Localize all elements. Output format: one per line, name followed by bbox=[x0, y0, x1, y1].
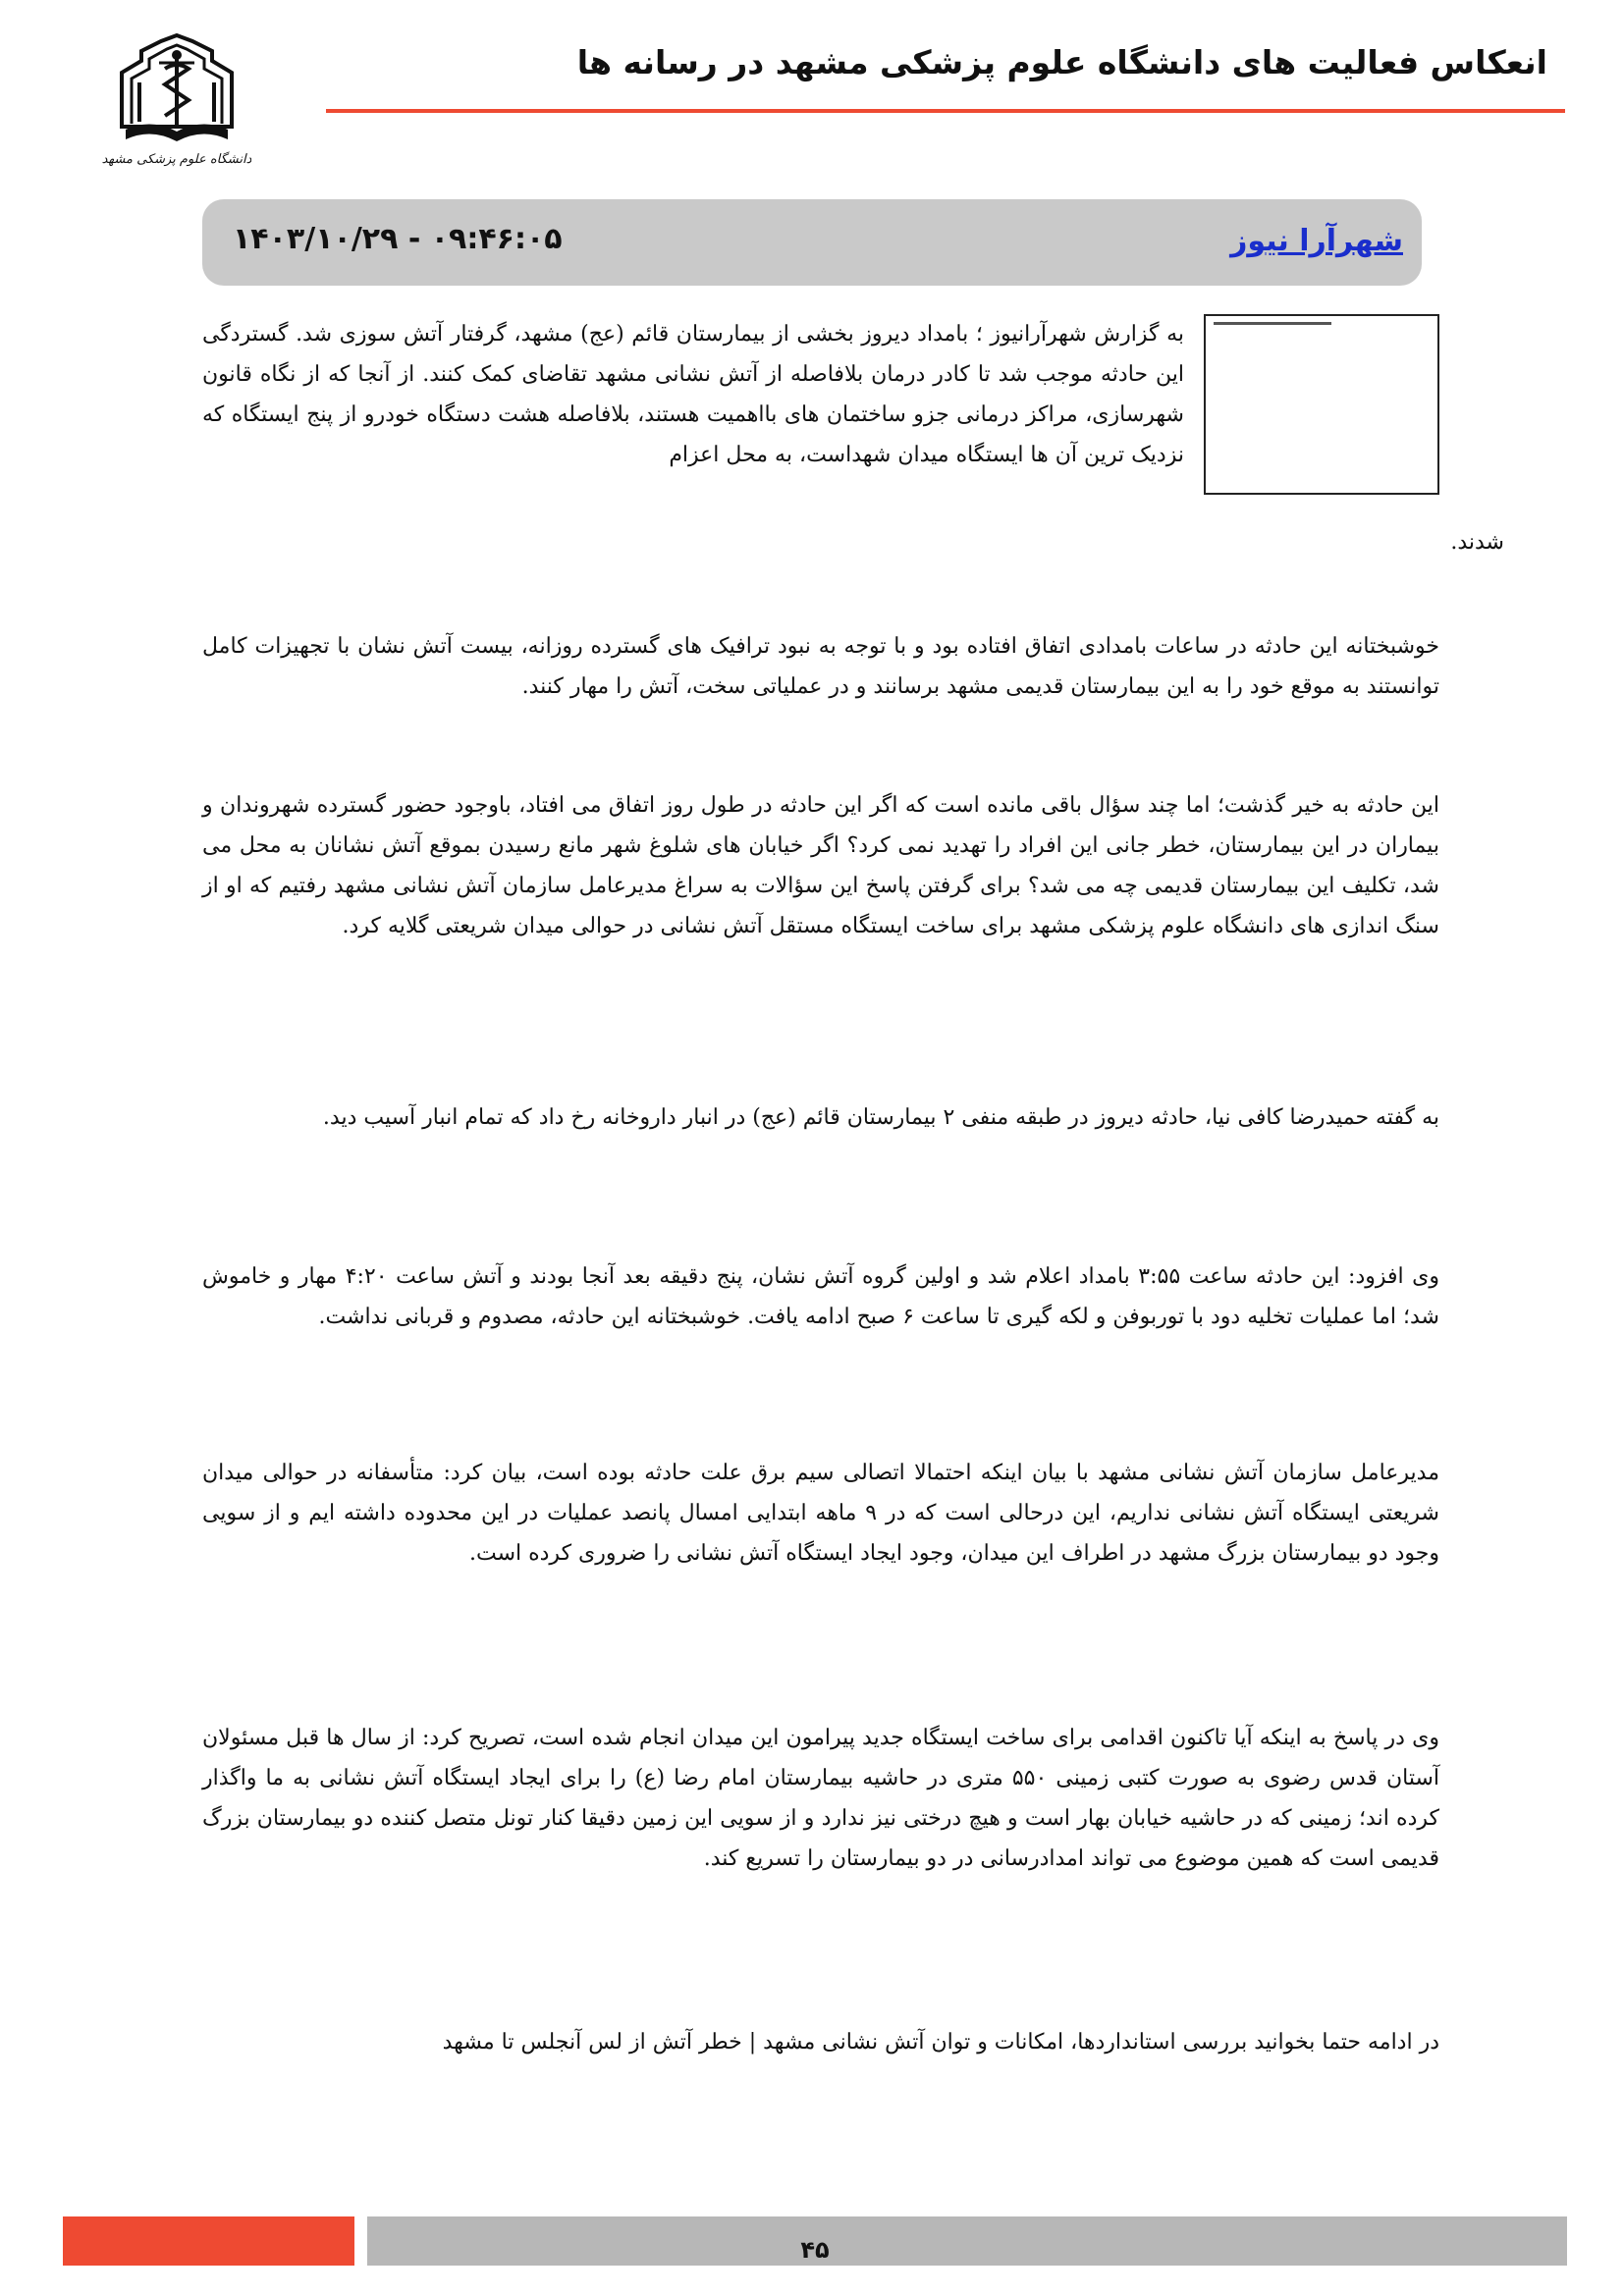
news-datetime: ۱۴۰۳/۱۰/۲۹ - ۰۹:۴۶:۰۵ bbox=[233, 222, 563, 256]
page-number: ۴۵ bbox=[800, 2236, 830, 2264]
footer-red-bar bbox=[63, 2216, 354, 2266]
intro-paragraph: به گزارش شهرآرانیوز ؛ بامداد دیروز بخشی از بیمارستان قائم (عج) مشهد، گرفتار آتش سوزی شد. گستردگی این حادثه موجب شد تا کادر درمان بلافاصله از آتش نشانی مشهد تقاضای کمک کنند. از آنجا که از نگاه قانون شهرسازی، مراکز درمانی جزو ساختمان های بااهمیت هستند، بلافاصله هشت دستگاه خودرو از پنج ایستگاه که نزدیک ترین آن ها ایستگاه میدان شهداست، به محل اعزام bbox=[202, 322, 1184, 467]
news-source-link[interactable]: شهرآرا نیوز bbox=[1230, 224, 1403, 258]
body-paragraph-6: وی در پاسخ به اینکه آیا تاکنون اقدامی برای ساخت ایستگاه جدید پیرامون این میدان انجام شده است، تصریح کرد: از سال ها قبل مسئولان آستان قدس رضوی به صورت کتبی زمینی ۵۵۰ متری در حاشیه بیمارستان امام رضا (ع) را برای ایجاد ایستگاه آتش نشانی به ما واگذار کرده اند؛ زمینی که در حاشیه خیابان بهار است و هیچ درختی نیز ندارد و از سویی این زمین دقیقا کنار تونل متصل کننده دو بیمارستان بزرگ قدیمی است که همین موضوع می تواند امدادرسانی در دو بیمارستان را تسریع کند. bbox=[202, 1726, 1440, 1871]
intro-paragraph-tail: شدند. bbox=[1450, 530, 1504, 555]
footer-gray-bar bbox=[367, 2216, 1567, 2266]
body-paragraph-5: مدیرعامل سازمان آتش نشانی مشهد با بیان اینکه احتمالا اتصالی سیم برق علت حادثه بوده است، بیان کرد: متأسفانه در حوالی میدان شریعتی ایستگاه آتش نشانی نداریم، این درحالی است که در ۹ ماهه ابتدایی امسال پانصد عملیات در این محدوده داشته ایم و از سویی وجود دو بیمارستان بزرگ مشهد در اطراف این میدان، وجود ایجاد ایستگاه آتش نشانی را ضروری کرده است. bbox=[202, 1461, 1439, 1566]
header-title: انعکاس فعالیت های دانشگاه علوم پزشکی مشهد در رسانه ها bbox=[576, 43, 1547, 81]
body-paragraph-1: خوشبختانه این حادثه در ساعات بامدادی اتفاق افتاده بود و با توجه به نبود ترافیک های گسترده روزانه، بیست آتش نشان با تجهیزات کامل توانستند به موقع خود را به این بیمارستان قدیمی مشهد برسانند و در عملیاتی سخت، آتش را مهار کنند. bbox=[202, 634, 1439, 699]
body-paragraph-4: وی افزود: این حادثه ساعت ۳:۵۵ بامداد اعلام شد و اولین گروه آتش نشان، پنج دقیقه بعد آنجا بودند و آتش ساعت ۴:۲۰ مهار و خاموش شد؛ اما عملیات تخلیه دود با توربوفن و لکه گیری تا ساعت ۶ صبح ادامه یافت. خوشبختانه این حادثه، مصدوم و قربانی نداشت. bbox=[202, 1264, 1439, 1329]
news-image-placeholder bbox=[1204, 314, 1439, 495]
university-logo bbox=[102, 33, 251, 171]
body-paragraph-3: به گفته حمیدرضا کافی نیا، حادثه دیروز در طبقه منفی ۲ بیمارستان قائم (عج) در انبار داروخانه رخ داد که تمام انبار آسیب دید. bbox=[322, 1105, 1439, 1130]
read-more-link[interactable]: در ادامه حتما بخوانید بررسی استانداردها، امکانات و توان آتش نشانی مشهد | خطر آتش از لس آنجلس تا مشهد bbox=[442, 2030, 1439, 2055]
header-rule bbox=[326, 109, 1565, 113]
body-paragraph-2: این حادثه به خیر گذشت؛ اما چند سؤال باقی مانده است که اگر این حادثه در طول روز اتفاق می افتاد، باوجود حضور گسترده شهروندان و بیماران در این بیمارستان، خطر جانی این افراد را تهدید نمی کرد؟ اگر خیابان های شلوغ شهر مانع رسیدن بموقع آتش نشانان به محل می شد، تکلیف این بیمارستان قدیمی چه می شد؟ برای گرفتن پاسخ این سؤالات به سراغ مدیرعامل سازمان آتش نشانی مشهد رفتیم که او از سنگ اندازی های دانشگاه علوم پزشکی مشهد برای ساخت ایستگاه مستقل آتش نشانی در حوالی میدان شریعتی گلایه کرد. bbox=[202, 793, 1439, 938]
image-caption-line bbox=[1214, 322, 1331, 325]
logo-caption: دانشگاه علوم پزشکی مشهد bbox=[102, 152, 251, 167]
